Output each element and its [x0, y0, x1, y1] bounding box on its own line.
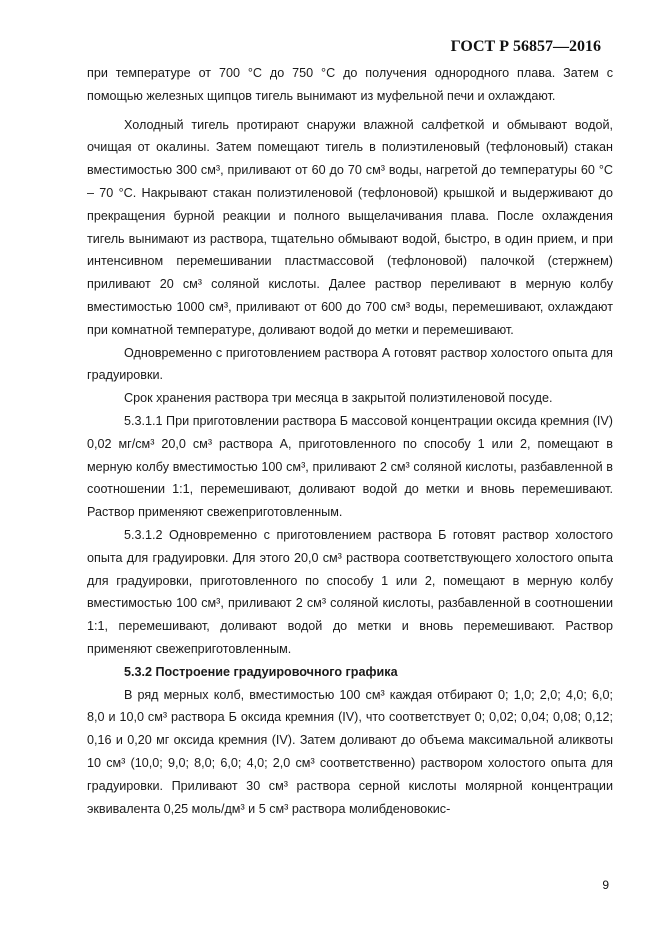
section-heading-5-3-2: 5.3.2 Построение градуировочного графика [124, 664, 398, 679]
paragraph-blank-solution: Одновременно с приготовлением раствора А готовят раствор холостого опыта для градуировки. [87, 345, 613, 383]
paragraph-calibration: В ряд мерных колб, вместимостью 100 см³ каждая отбирают 0; 1,0; 2,0; 4,0; 6,0; 8,0 и 10,0 см³ раствора Б оксида кремния (IV), что соответствует 0; 0,02; 0,04; 0,08; 0,12; 0,16 и 0,20 мг оксида кремния (IV). Затем доливают до объема максимальной аликвоты 10 см³ (10,0; 9,0; 8,0; 6,0; 4,0; 2,0 см³ соответственно) раствором холостого опыта для градуировки. Приливают 30 см³ раствора серной кислоты молярной концентрации эквивалента 0,25 моль/дм³ и 5 см³ раствора молибденовокис- [87, 687, 613, 816]
paragraph-continuation: при температуре от 700 °С до 750 °С до получения однородного плава. Затем с помощью железных щипцов тигель вынимают из муфельной печи и охлаждают. [87, 66, 613, 103]
paragraph-storage: Срок хранения раствора три месяца в закрытой полиэтиленовой посуде. [124, 391, 553, 406]
document-header: ГОСТ Р 56857—2016 [450, 38, 601, 55]
page-number: 9 [602, 878, 609, 892]
paragraph-5-3-1-1: 5.3.1.1 При приготовлении раствора Б массовой концентрации оксида кремния (IV) 0,02 мг/см³ 20,0 см³ раствора А, приготовленного по способу 1 или 2, помещают в мерную колбу вместимостью 100 см³, приливают 2 см³ соляной кислоты, разбавленной в соотношении 1:1, перемешивают, доливают водой до метки и вновь перемешивают. Раствор применяют свежеприготовленным. [87, 413, 613, 520]
paragraph-crucible-cleaning: Холодный тигель протирают снаружи влажной салфеткой и обмывают водой, очищая от окалины. Затем помещают тигель в полиэтиленовый (тефлоновый) стакан вместимостью 300 см³, приливают от 60 до 70 см³ воды, нагретой до температуры 60 °С – 70 °С. Накрывают стакан полиэтиленовой (тефлоновой) крышкой и выдерживают до прекращения бурной реакции и полного выщелачивания плава. После охлаждения тигель вынимают из раствора, тщательно обмывают водой, быстро, в один прием, и при интенсивном перемешивании пластмассовой (тефлоновой) палочкой (стержнем) приливают 20 см³ соляной кислоты. Далее раствор переливают в мерную колбу вместимостью 1000 см³, приливают от 600 до 700 см³ воды, перемешивают, охлаждают при комнатной температуре, доливают водой до метки и перемешивают. [87, 117, 613, 337]
document-body [87, 62, 613, 820]
paragraph-5-3-1-2: 5.3.1.2 Одновременно с приготовлением раствора Б готовят раствор холостого опыта для градуировки. Для этого 20,0 см³ раствора соответствующего холостого опыта для градуировки, приготовленного по способу 1 или 2, помещают в мерную колбу вместимостью 100 см³, приливают 2 см³ соляной кислоты, разбавленной в соотношении 1:1, перемешивают, доливают водой до метки и вновь перемешивают. Раствор применяют свежеприготовленным. [87, 527, 613, 656]
